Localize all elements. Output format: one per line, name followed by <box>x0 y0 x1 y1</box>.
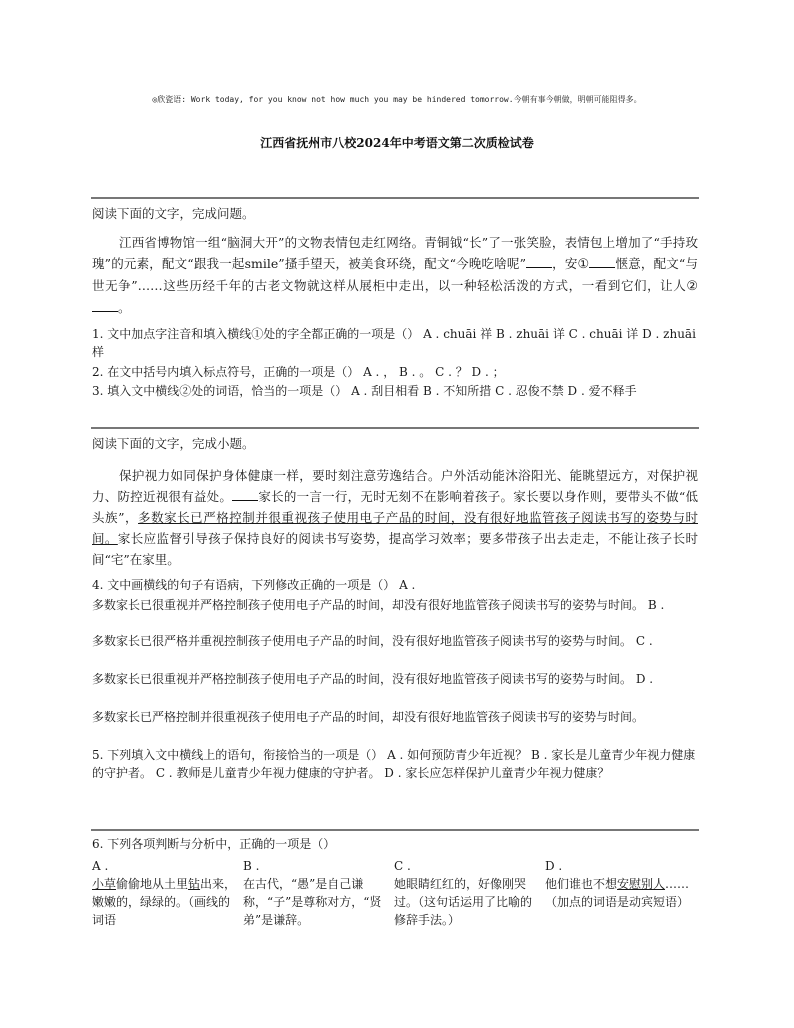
option-c: C . 她眼睛红红的，好像刚哭过。（这句话运用了比喻的修辞手法。） <box>394 859 533 927</box>
question-6-options <box>92 857 698 929</box>
option-d: D . 他们谁也不想安慰别人……（加点的词语是动宾短语） <box>545 859 690 909</box>
question-4-option-c: 多数家长已很重视并严格控制孩子使用电子产品的时间，没有很好地监管孩子阅读书写的姿势与时间。 D . <box>92 672 654 686</box>
section2-passage: 保护视力如同保护身体健康一样，要时刻注意劳逸结合。户外活动能沐浴阳光、能眺望远方，对保护视力、防控近视很有益处。 家长的一言一行，无时无刻不在影响着孩子。家长要以身作则，要带头不做“低头族”，多数家长已严格控制并很重视孩子使用电子产品的时间，没有很好地监管孩子阅读书写的姿势与时间。家长应监督引导孩子保持良好的阅读书写姿势，提高学习效率；要多带孩子出去走走，不能让孩子长时间“宅”在家里。 <box>92 468 698 567</box>
underlined-sentence: 多数家长已严格控制并很重视孩子使用电子产品的时间，没有很好地监管孩子阅读书写的姿势与时间。 <box>92 510 698 546</box>
section1-passage: 江西省博物馆一组“脑洞大开”的文物表情包走红网络。青铜钺“长”了一张笑脸，表情包上增加了“手持玫瑰”的元素，配文“跟我一起smile”搔手望天，被美食环绕，配文“今晚吃啥呢” ，安① 惬意，配文“与世无争”……这些历经千年的古老文物就这样从展柜中走出，以一种轻松活泼的方式，一看到它们，让人②。 <box>92 235 698 315</box>
divider <box>91 427 699 429</box>
divider <box>91 197 699 199</box>
divider <box>91 829 699 831</box>
question-4: 4. 文中画横线的句子有语病，下列修改正确的一项是（） A . <box>92 578 416 592</box>
question-4-option-d: 多数家长已严格控制并很重视孩子使用电子产品的时间，却没有很好地监管孩子阅读书写的姿势与时间。 <box>92 710 645 724</box>
circle-marker-2: ② <box>686 279 698 294</box>
question-6: 6. 下列各项判断与分析中，正确的一项是（） <box>92 837 336 851</box>
section2-heading: 阅读下面的文字，完成小题。 <box>92 436 255 451</box>
blank-line <box>526 255 552 268</box>
option-b: B . 在古代，“愚”是自己谦称，“子”是尊称对方，“贤弟”是谦辞。 <box>243 859 382 927</box>
blank-line <box>92 299 118 312</box>
question-4-option-b: 多数家长已很严格并重视控制孩子使用电子产品的时间，没有很好地监管孩子阅读书写的姿势与时间。 C . <box>92 634 653 648</box>
blank-line <box>232 488 258 501</box>
question-1: 1. 文中加点字注音和填入横线①处的字全都正确的一项是（） A . chuāi 祥 B . zhuāi 详 C . chuāi 详 D . zhuāi 样 <box>92 327 696 359</box>
circle-marker-1: ① <box>577 257 590 272</box>
question-2: 2. 在文中括号内填入标点符号，正确的一项是（） A . ， B . 。 C . ？ D . ； <box>92 365 505 379</box>
question-4-option-a: 多数家长已很重视并严格控制孩子使用电子产品的时间，却没有很好地监管孩子阅读书写的姿势与时间。 B . <box>92 598 665 612</box>
page-title: 江西省抚州市八校2024年中考语文第二次质检试卷 <box>260 136 534 150</box>
option-a: A . 小草偷偷地从土里钻出来，嫩嫩的，绿绿的。（画线的词语 <box>92 859 237 927</box>
blank-line <box>589 255 615 268</box>
question-3: 3. 填入文中横线②处的词语，恰当的一项是（） A . 刮目相看 B . 不知所措 C . 忍俊不禁 D . 爱不释手 <box>92 384 637 398</box>
passage-text: 江西省博物馆一组“脑洞大开”的文物表情包走红网络。青铜钺“长”了一张笑脸，表情包上增加了“手持玫瑰”的元素，配文“跟我一起smile”搔手望天，被美食环绕，配文“今晚吃啥呢” <box>92 235 698 271</box>
section1-heading: 阅读下面的文字，完成问题。 <box>92 206 255 221</box>
question-5: 5. 下列填入文中横线上的语句，衔接恰当的一项是（） A . 如何预防青少年近视？ B . 家长是儿童青少年视力健康的守护者。 C . 教师是儿童青少年视力健康的守护者。 D . 家长应怎样保护儿童青少年视力健康？ <box>92 748 696 780</box>
header-motto: ◎欣瓷语: Work today, for you know not how much you may be hindered tomorrow.今朝有事今朝做，明朝可能阻得多。 <box>152 95 642 104</box>
